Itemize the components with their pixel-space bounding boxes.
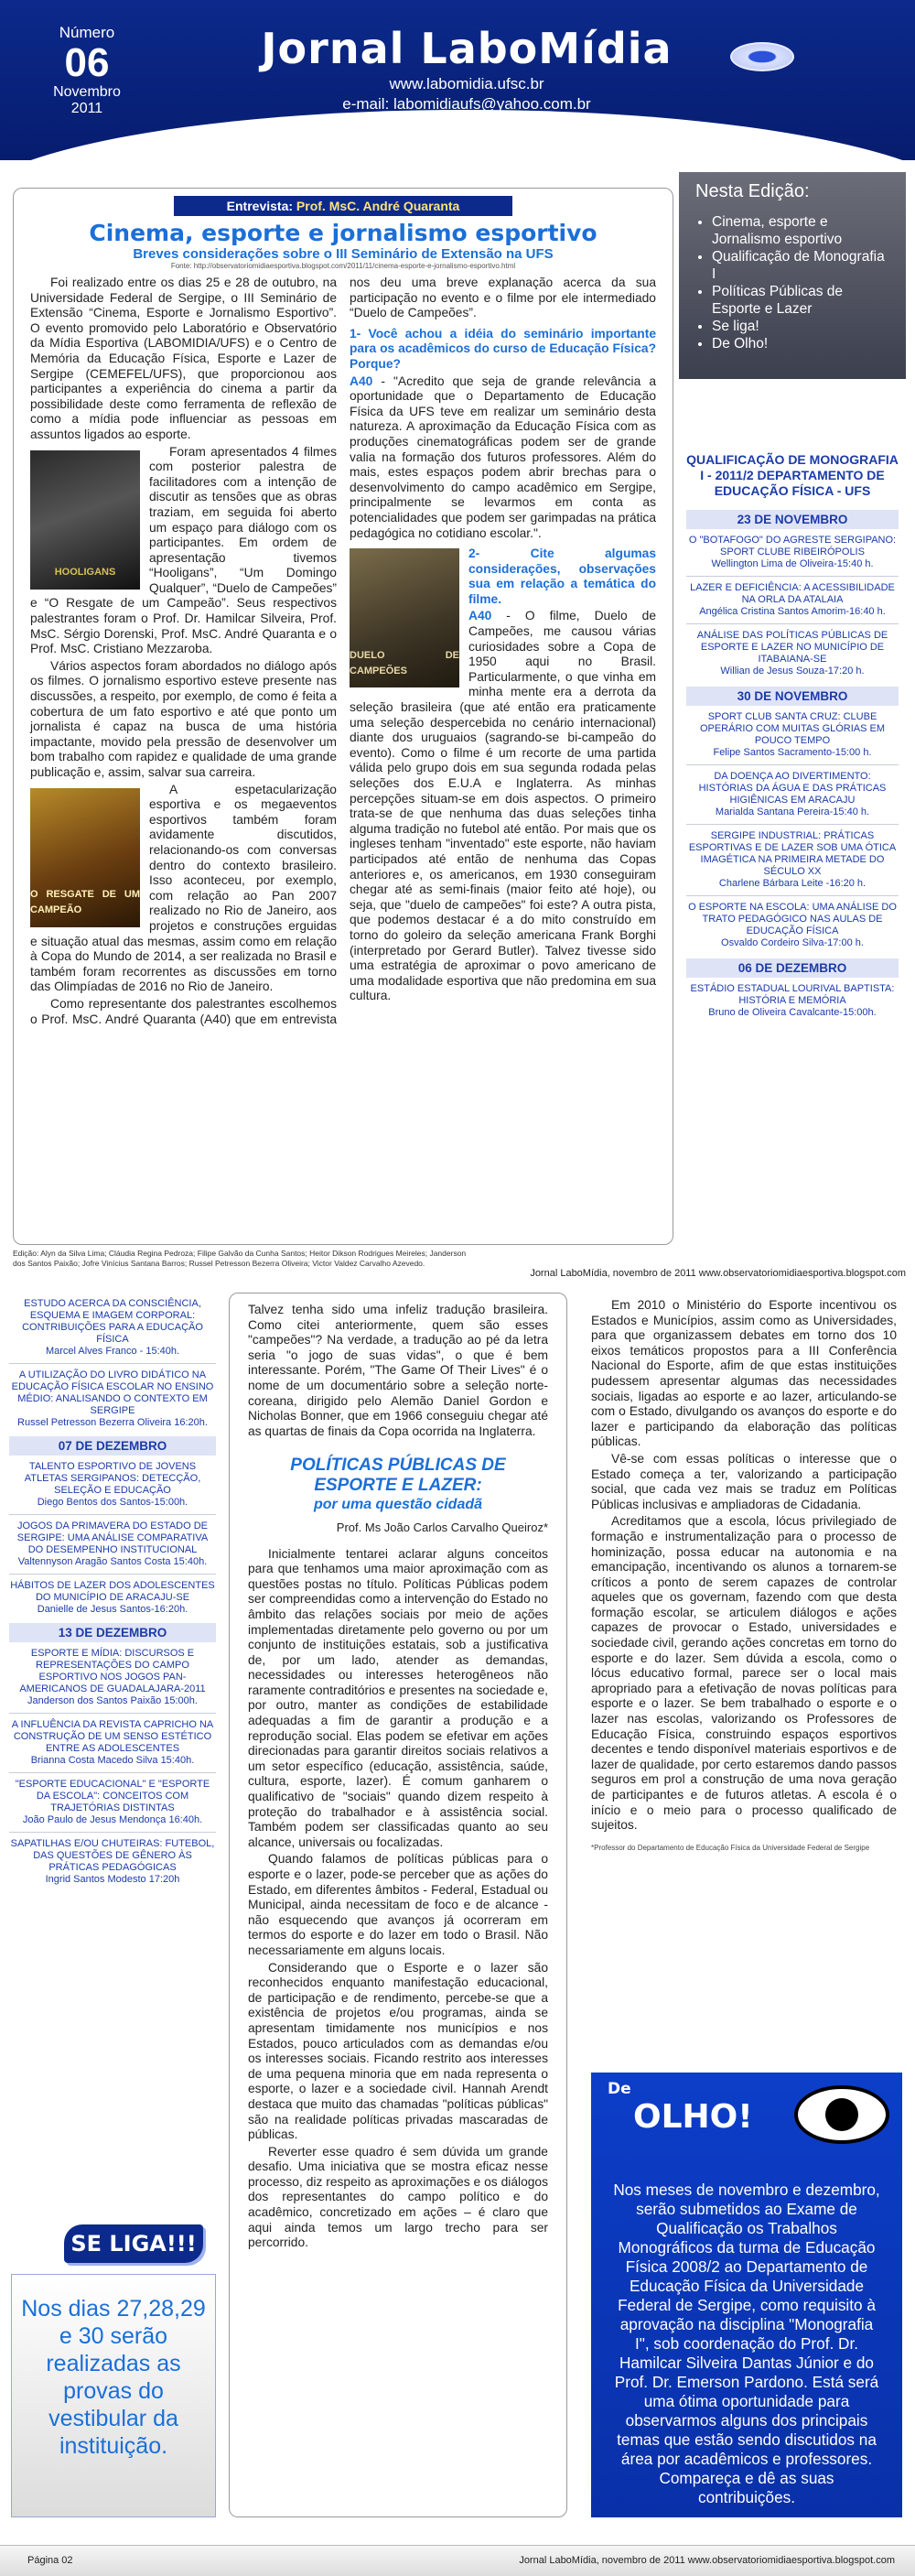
resgate-poster-image: O RESGATE DE UM CAMPEÃO	[30, 788, 140, 927]
schedule-event	[686, 535, 899, 570]
page2-footer	[0, 2545, 915, 2576]
footer-journal-link[interactable]: Jornal LaboMídia, novembro de 2011 www.observatoriomidiaesportiva.blogspot.com	[519, 2555, 895, 2566]
divider	[686, 895, 899, 896]
event-presenter: Willian de Jesus Souza-17:20 h.	[720, 666, 865, 676]
article-paragraph: Como representante dos palestrantes escolhemos o Prof. MsC. André Quaranta (A40) que em entrevista nos deu uma breve explanação acerca da sua participação no evento e o filme por ele intermediado “Duelo de Campeões”.	[30, 276, 656, 1026]
interview-subhead: Breves considerações sobre o III Seminário de Extensão na UFS	[133, 246, 554, 262]
schedule-date: 07 DE DEZEMBRO	[9, 1436, 216, 1456]
se-liga-logo: SE LIGA!!!	[64, 2224, 203, 2263]
issue-year: 2011	[70, 101, 103, 116]
event-presenter: Brianna Costa Macedo Silva 15:40h.	[30, 1755, 195, 1766]
qualification-schedule	[686, 452, 899, 1024]
schedule-event	[686, 830, 899, 890]
article-paragraph: Vários aspectos foram abordados no diálogo após os filmes. O jornalismo esportivo esteve presente nas discussões, a respeito, por exemplo, de como é feita a cobertura de um fato esportivo e até que ponto um jornalista é capaz na busca de uma história impactante, movido pela pressão de desenvolver um bom trabalho com rapidez e qualidade de uma grande publicação e, assim, salvar sua carreira.	[30, 658, 337, 779]
de-olho-title: OLHO!	[633, 2098, 753, 2136]
email-link[interactable]: e-mail: labomidiaufs@yahoo.com.br	[342, 95, 591, 113]
event-presenter: Osvaldo Cordeiro Silva-17:00 h.	[721, 937, 864, 948]
schedule-event	[9, 1369, 216, 1429]
issue-item[interactable]: • De Olho!	[712, 335, 889, 352]
event-presenter: Russel Petresson Bezerra Oliveira 16:20h.	[17, 1417, 208, 1428]
divider	[9, 1772, 216, 1773]
event-presenter: Angélica Cristina Santos Amorim-16:40 h.	[699, 606, 886, 617]
schedule-event	[686, 983, 899, 1019]
schedule-event	[9, 1838, 216, 1886]
event-title: DA DOENÇA AO DIVERTIMENTO: HISTÓRIAS DA ÁGUA E DAS PRÁTICAS HIGIÊNICAS EM ARACAJU	[698, 771, 887, 806]
de-olho-text: Nos meses de novembro e dezembro, serão submetidos ao Exame de Qualificação os Trabalhos Monográficos da turma de Educação Física 2008/2 ao Departamento de Educação Física da Universidade Federal de Sergipe, como requisito à aprovação na disciplina "Monografia I", sob coordenação do Prof. Dr. Hamilcar Silveira Dantas Júnior e do Prof. Dr. Emerson Pardono. Está será uma ótima oportunidade para observarmos alguns dos principais temas que estão sendo discutidos na área por acadêmicos e professores. Compareça e dê as suas contribuições.	[613, 2181, 880, 2506]
page-number: Página 02	[27, 2555, 73, 2566]
answer-text: - O filme, Duelo de Campeões, me causou várias curiosidades sobre a Copa de 1950 aqui no Brasil. Particularmente, o que vinha em minha mente era a derrota da seleção brasileira (que até então era praticamente uma seleção despercebida no cenário internacional) diante dos uruguaios (sagrando-se bi-campeão do evento). Como o filme é um recorte de uma partida válida pelo grupo dois em sua segunda rodada pelas seleções dos E.U.A e Inglaterra. As minhas percepções situam-se em dois aspectos. O primeiro trata-se de que nenhuma das duas seleções tinha alguma tradição no futebol até então. Por mais que os ingleses tenham "inventado" este esporte, não haviam participados até então de nenhuma das Copas anteriores e, os americanos, em 1930 conseguiram chegar até as semi-finais (maior feito até hoje), ou seja, que "duelo de campeões" foi este? A outra pista, que podemos destacar é a do mito construído em torno do goleiro da seleção americana Frank Borghi (interpretado por Gerard Butler). Talvez tivesse sido uma estratégia de aproximar o povo americano de uma modalidade esportiva que não predomina em sua cultura.	[350, 609, 656, 1003]
newspaper-title: Jornal LaboMídia	[261, 24, 673, 73]
in-this-issue-list	[695, 213, 889, 352]
article-paragraph: Quando falamos de políticas públicas para o esporte e o lazer, pode-se perceber que as ações do Estado, em diferentes âmbitos - Federal, Estadual ou Municipal, ainda necessitam de foco e de alcance - não esquecendo que avanços já ocorreram em termos do esporte e do lazer em todo o Brasil. Não necessariamente em alguns locais.	[248, 1852, 548, 1957]
interview-tag-name: Prof. MsC. André Quaranta	[296, 199, 460, 213]
answer-label: A40	[350, 373, 373, 388]
schedule-event	[686, 902, 899, 949]
event-presenter: Marcel Alves Franco - 15:40h.	[45, 1346, 180, 1357]
divider	[9, 1514, 216, 1515]
issue-item[interactable]: • Qualificação de Monografia I	[712, 248, 889, 283]
qualification-title: QUALIFICAÇÃO DE MONOGRAFIA I - 2011/2 DEPARTAMENTO DE EDUCAÇÃO FÍSICA - UFS	[686, 452, 899, 498]
schedule-date: 23 DE NOVEMBRO	[686, 510, 899, 529]
event-title: O "BOTAFOGO" DO AGRESTE SERGIPANO: SPORT CLUBE RIBEIRÓPOLIS	[688, 535, 897, 557]
article-paragraph: Reverter esse quadro é sem dúvida um grande desafio. Uma iniciativa que se mostra eficaz nesse processo, diz respeito as aproximações e os diálogos dos representantes do campo político e do acadêmico, concretizado em ações – é claro que aqui ainda temos um largo trecho para ser percorrido.	[248, 2144, 548, 2250]
right-column	[582, 1293, 906, 1857]
event-title: ESTÁDIO ESTADUAL LOURIVAL BAPTISTA: HISTÓRIA E MEMÓRIA	[690, 983, 895, 1006]
article-paragraph: Foram apresentados 4 filmes com posterior palestra de facilitadores com a intenção de discutir as tensões que as obras traziam, em seguida foi aberto um espaço para diálogo com os participantes. Em ordem de apresentação tivemos “Hooligans”, “Um Domingo Qualquer”, “Duelo de Campeões” e “O Resgate de um Campeão”. Seus respectivos palestrantes foram o Prof. Dr. Hamilcar Silveira, Prof. MsC. Sérgio Dorenski, Prof. MsC. André Quaranta e o Prof. MsC. Cristiano Mezzaroba.	[30, 444, 337, 656]
interview-question: 2- Cite algumas considerações, observações sua em relação a temática do filme.	[468, 547, 656, 606]
event-title: A UTILIZAÇÃO DO LIVRO DIDÁTICO NA EDUCAÇÃO FÍSICA ESCOLAR NO ENSINO MÉDIO: ANALISANDO O CONTEXTO EM SERGIPE	[11, 1369, 214, 1416]
event-presenter: Charlene Bárbara Leite -16:20 h.	[718, 878, 867, 889]
website-link[interactable]: www.labomidia.ufsc.br	[389, 75, 544, 92]
schedule-event	[9, 1719, 216, 1767]
article-paragraph: Considerando que o Esporte e o lazer são reconhecidos enquanto manifestação educacional, de participação e de rendimento, percebe-se que a existência de projetos e/ou programas, ainda se apresentam timidamente nos municípios e nos Estados, pouco articulados com as demandas e/ou os interesses sociais. Ficando restrito aos interesses de uma pequena minoria que em nada representa o esporte, o lazer e a sociedade civil. Hannah Arendt destaca que muito das chamadas "políticas públicas" são na realidade políticas privadas mascaradas de públicas.	[248, 1960, 548, 2142]
schedule-event	[9, 1779, 216, 1826]
event-title: JOGOS DA PRIMAVERA DO ESTADO DE SERGIPE: UMA ANÁLISE COMPARATIVA DO DESEMPENHO INSTITUCIONAL	[16, 1521, 209, 1555]
article-paragraph: Vê-se com essas políticas o interesse que o Estado começa a ter, valorizando a participação social, que cada vez mais se traduz em Políticas Públicas inclusivas e ampliadoras de Cidadania.	[591, 1451, 897, 1511]
event-title: SAPATILHAS E/OU CHUTEIRAS: FUTEBOL, DAS QUESTÕES DE GÊNERO ÀS PRÁTICAS PEDAGÓGICAS	[10, 1838, 215, 1873]
de-olho-header	[591, 2073, 902, 2153]
issue-item[interactable]: • Cinema, esporte e Jornalismo esportivo	[712, 213, 889, 248]
event-presenter: Felipe Santos Sacramento-15:00 h.	[713, 747, 872, 758]
issue-item[interactable]: • Se liga!	[712, 318, 889, 335]
schedule-date: 30 DE NOVEMBRO	[686, 687, 899, 706]
article-paragraph: Talvez tenha sido uma infeliz tradução brasileira. Como citei anteriormente, quem são esses "campeões"? Na verdade, a tradução ao pé da letra seria "o jogo de suas vidas", o que é bem interessante. Porém, "The Game Of Their Lives" é o nome de um documentário sobre a seleção norte-coreana, dirigido pelo Alemão Daniel Gordon e Nicholas Bonner, que em 1966 conseguiu chegar até as quartas de finais da Copa ocorrida na Inglaterra.	[248, 1303, 548, 1438]
issue-month: Novembro	[53, 84, 121, 100]
interview-answer	[350, 374, 656, 542]
divider	[9, 1832, 216, 1833]
event-presenter: João Paulo de Jesus Mendonça 16:40h.	[22, 1814, 203, 1825]
event-title: ANÁLISE DAS POLÍTICAS PÚBLICAS DE ESPORTE E LAZER NO MUNICÍPIO DE ITABAIANA-SE	[696, 630, 888, 665]
interview-tag	[174, 196, 512, 216]
policies-headline: POLÍTICAS PÚBLICAS DE ESPORTE E LAZER:	[290, 1456, 506, 1496]
se-liga-box: Nos dias 27,28,29 e 30 serão realizadas as provas do vestibular da instituição.	[11, 2274, 216, 2517]
interview-headline: Cinema, esporte e jornalismo esportivo	[89, 220, 597, 246]
divider	[9, 1363, 216, 1364]
event-title: TALENTO ESPORTIVO DE JOVENS ATLETAS SERGIPANOS: DETECÇÃO, SELEÇÃO E EDUCAÇÃO	[24, 1461, 201, 1496]
issue-number: 06	[64, 40, 110, 85]
event-presenter: Diego Bentos dos Santos-15:00h.	[37, 1497, 188, 1508]
qualification-schedule-continued	[9, 1298, 216, 1891]
issue-item[interactable]: • Políticas Públicas de Esporte e Lazer	[712, 283, 889, 318]
schedule-date: 06 DE DEZEMBRO	[686, 958, 899, 978]
policies-author: Prof. Ms João Carlos Carvalho Queiroz*	[336, 1520, 548, 1534]
event-title: "ESPORTE EDUCACIONAL" E "ESPORTE DA ESCOLA": CONCEITOS COM TRAJETÓRIAS DISTINTAS	[15, 1779, 210, 1813]
schedule-event	[9, 1580, 216, 1616]
masthead	[0, 0, 915, 160]
middle-column	[229, 1293, 567, 2517]
interview-question: 1- Você achou a idéia do seminário importante para os acadêmicos do curso de Educação Física?Porque?	[350, 326, 656, 371]
schedule-event	[686, 711, 899, 759]
answer-label: A40	[468, 609, 492, 623]
event-presenter: Bruno de Oliveira Cavalcante-15:00h.	[708, 1007, 877, 1018]
page1-footer: Jornal LaboMídia, novembro de 2011 www.observatoriomidiaesportiva.blogspot.com	[530, 1268, 906, 1279]
divider	[9, 1574, 216, 1575]
schedule-event	[9, 1648, 216, 1707]
de-olho-prefix: De	[608, 2080, 631, 2098]
schedule-event	[686, 771, 899, 818]
hooligans-poster-image: HOOLIGANS	[30, 450, 140, 590]
event-presenter: Janderson dos Santos Paixão 15:00h.	[27, 1695, 198, 1706]
article-paragraph: Acreditamos que a escola, lócus privilegiado de formação e instrumentalização para o processo de hominização, possa educar na autonomia e na emancipação, incentivando os alunos a tornarem-se críticos a ponto de serem capazes de controlar aqueles que os governam, fazendo com que desta formação escolar, se articulem diálogos e ações capazes de provocar o Estado, universidades e sociedade civil, gerando ações concretas em torno do esporte e do lazer. Sem dúvida a escola, como o lócus educativo formal, parece ser o local mais apropriado para a efetivação de novas políticas para esporte e o lazer. Se bem trabalhado o esporte e o lazer nas escolas, valorizando os Professores de Educação Física, construindo espaços esportivos decentes e tendo disponível materiais esportivos e de lazer de qualidade, por certo estaremos dando passos seguros em prol a construção de uma nova geração de participantes e de futuros atletas. A escola é o início e o meio para o processo qualificado de sujeitos.	[591, 1514, 897, 1833]
eye-logo-icon	[730, 42, 794, 71]
article-paragraph: Em 2010 o Ministério do Esporte incentivou os Estados e Municípios, assim como as Universidades, para que organizassem debates em torno dos 10 eixos temáticos propostos para a III Conferência Nacional do Esporte, afim de que estas instituições pudessem apresentar algumas das necessidades sociais, ligadas ao esporte e ao lazer, articulando-se com o Estado, divulgando os avanços do esporte e do lazer e participando da elaboração das políticas públicas.	[591, 1298, 897, 1449]
event-presenter: Ingrid Santos Modesto 17:20h	[45, 1874, 180, 1885]
event-title: HÁBITOS DE LAZER DOS ADOLESCENTES DO MUNICÍPIO DE ARACAJU-SE	[10, 1580, 215, 1603]
schedule-date: 13 DE DEZEMBRO	[9, 1623, 216, 1642]
event-title: LAZER E DEFICIÊNCIA: A ACESSIBILIDADE NA ORLA DA ATALAIA	[690, 582, 895, 605]
schedule-event	[9, 1521, 216, 1568]
policies-subhead: por uma questão cidadã	[313, 1497, 483, 1513]
event-title: O ESPORTE NA ESCOLA: UMA ANÁLISE DO TRATO PEDAGÓGICO NAS AULAS DE EDUCAÇÃO FÍSICA	[688, 902, 897, 936]
event-presenter: Marialda Santana Pereira-15:40 h.	[715, 806, 870, 817]
author-footnote: *Professor do Departamento de Educação Física da Universidade Federal de Sergipe	[591, 1843, 870, 1852]
answer-text: - "Acredito que seja de grande relevância a oportunidade que o Departamento de Educação Física da UFS teve em realizar um seminário desta natureza. A aproximação da Educação Física com as produções cinematográficas podem ser de grande valia na formação dos futuros professores. Além do mais, estes espaços podem abrir brechas para o desenvolvimento do campo acadêmico em Sergipe, principalmente se levarmos em conta as potencialidades que podem ser garimpadas na prática pedagógica no cotidiano escolar.".	[350, 373, 656, 540]
article-paragraph: Foi realizado entre os dias 25 e 28 de outubro, na Universidade Federal de Sergipe, o III Seminário de Extensão “Cinema, Esporte e Jornalismo Esportivo”. O evento promovido pelo Laboratório e Observatório da Mídia Esportiva (LABOMIDIA/UFS) e o Centro de Memória da Educação Física, Esporte e Lazer de Sergipe (CEMEFEL/UFS), que proporcionou aos participantes a experiência do cinema a partir da possibilidade deste como ferramenta de reflexão de como a mídia pode influenciar as pessoas em assuntos ligados ao esporte.	[30, 276, 337, 441]
brand-block	[210, 24, 723, 114]
issue-box	[37, 24, 137, 117]
interview-source-link[interactable]: Fonte: http://observatoriomidiaesportiva.blogspot.com/2011/11/cinema-esporte-e-jornalismo-esportivo.html	[170, 262, 516, 270]
event-presenter: Valtennyson Aragão Santos Costa 15:40h.	[17, 1556, 208, 1567]
event-title: ESPORTE E MÍDIA: DISCURSOS E REPRESENTAÇÕES DO CAMPO ESPORTIVO NOS JOGOS PAN-AMERICANOS DE GUADALAJARA-2011	[19, 1648, 206, 1694]
issue-label: Número	[59, 24, 115, 41]
interview-tag-prefix: Entrevista:	[226, 199, 294, 213]
divider	[686, 623, 899, 624]
masthead-swoosh	[0, 110, 915, 160]
event-presenter: Wellington Lima de Oliveira-15:40 h.	[711, 558, 874, 569]
in-this-issue-box	[679, 172, 906, 379]
divider	[686, 576, 899, 577]
article-paragraph: Inicialmente tentarei aclarar alguns conceitos para que tenhamos uma maior aproximação com as questões postas no título. Políticas Públicas podem ser compreendidas como a intervenção do Estado no âmbito das relações sociais por meio de ações implementadas diretamente pelo governo ou por um conjunto de instituições estatais, sob a justificativa de, por um lado, atender as demandas, necessidades ou interesses heterogêneos não raramente contraditórios e presentes na sociedade e, por outro, manter as condições de estabilidade adequadas a fim de garantir a produção e a reprodução social. Elas podem se efetivar em ações direcionadas para garantir direitos sociais relativos a um setor específico (educação, assistência, saúde, cultura, esporte, lazer). É comum ganharem o qualificativo de "sociais" quando dizem respeito à proteção do trabalhador e à assistência social. Também podem ser classificadas quanto ao seu alcance, universais ou focalizadas.	[248, 1546, 548, 1849]
eye-icon	[794, 2085, 889, 2144]
schedule-event	[686, 630, 899, 677]
event-title: SERGIPE INDUSTRIAL: PRÁTICAS ESPORTIVAS E DE LAZER SOB UMA ÓTICA IMAGÉTICA NA PRIMEIRA METADE DO SÉCULO XX	[688, 830, 897, 877]
interview-section	[13, 188, 673, 1245]
in-this-issue-title: Nesta Edição:	[695, 181, 810, 201]
divider	[686, 824, 899, 825]
event-title: SPORT CLUB SANTA CRUZ: CLUBE OPERÁRIO COM MUITAS GLÓRIAS EM POUCO TEMPO	[699, 711, 886, 746]
divider	[9, 1713, 216, 1714]
schedule-event	[9, 1298, 216, 1358]
schedule-event	[9, 1461, 216, 1509]
event-presenter: Danielle de Jesus Santos-16:20h.	[37, 1604, 188, 1615]
divider	[686, 764, 899, 765]
event-title: A INFLUÊNCIA DA REVISTA CAPRICHO NA CONSTRUÇÃO DE UM SENSO ESTÉTICO ENTRE AS ADOLESCENTES	[11, 1719, 214, 1754]
de-olho-box	[591, 2073, 902, 2517]
schedule-event	[686, 582, 899, 618]
editorial-credits: Edição: Alyn da Silva Lima; Cláudia Regina Pedroza; Filipe Galvão da Cunha Santos; Heitor Dikson Rodrigues Meireles; Janderson dos Santos Paixão; Jofre Vinícius Santana Barros; Russel Petresson Bezerra Oliveira; Victor Valdez Carvalho Azevedo.	[13, 1249, 467, 1268]
interview-article	[30, 276, 656, 1027]
article-paragraph: A espetacularização esportiva e os megaeventos esportivos também foram avidamente discutidos, relacionando-os com conversas dentro do contexto brasileiro. Isso aconteceu, por exemplo, com relação ao Pan 2007 realizado no Rio de Janeiro, aos projetos e construções erguidas e situação atual das mesmas, assim como em relação à Copa do Mundo de 2014, a ser realizada no Brasil e também foram recorrentes as discussões em torno das Olimpíadas de 2016 no Rio de Janeiro.	[30, 782, 337, 994]
event-title: ESTUDO ACERCA DA CONSCIÊNCIA, ESQUEMA E IMAGEM CORPORAL: CONTRIBUIÇÕES PARA A EDUCAÇÃO FÍSICA	[22, 1298, 203, 1345]
duelo-poster-image: DUELO DE CAMPEÕES	[350, 548, 459, 687]
